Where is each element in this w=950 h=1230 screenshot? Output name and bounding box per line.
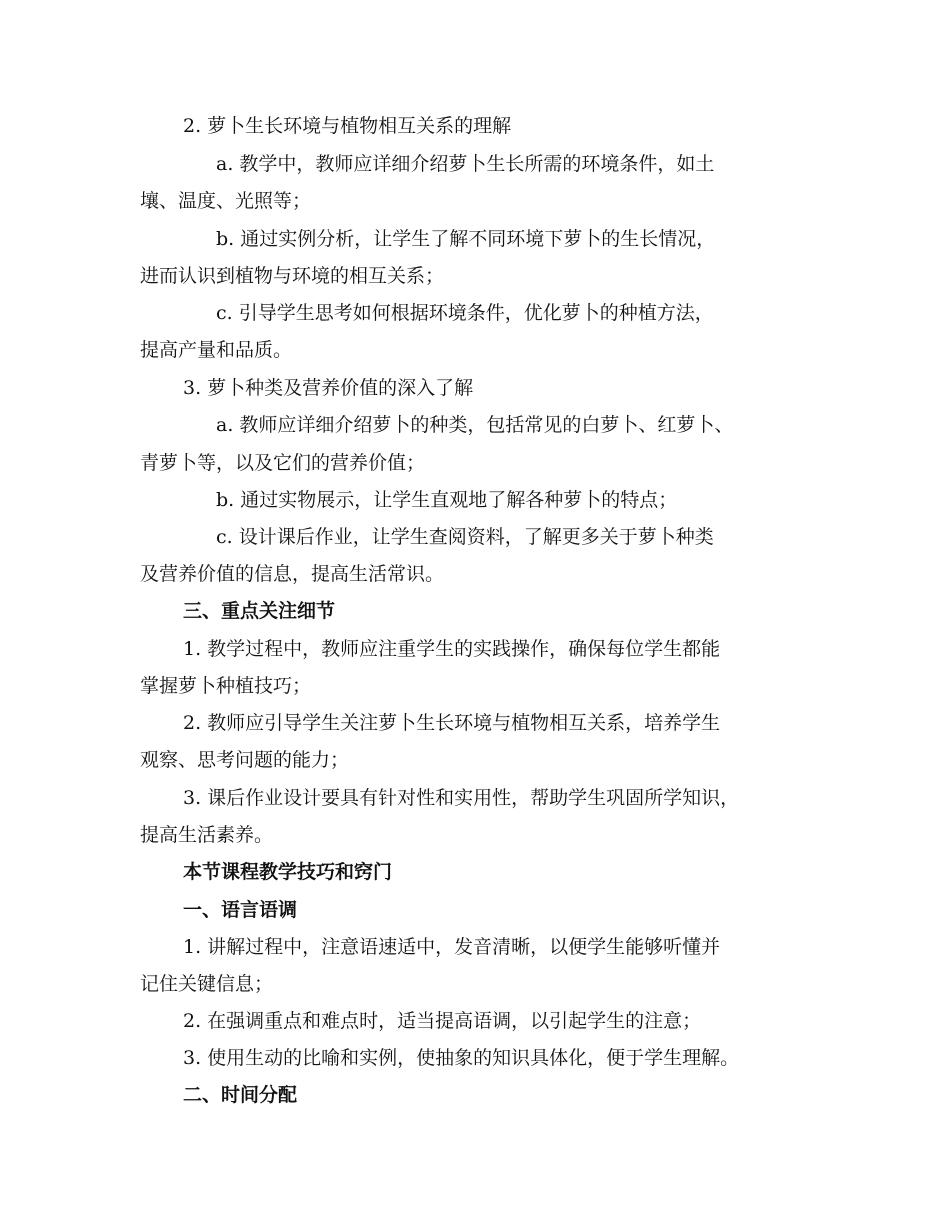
text-line: 3. 课后作业设计要具有针对性和实用性，帮助学生巩固所学知识， xyxy=(183,787,740,809)
text-line: 进而认识到植物与环境的相互关系； xyxy=(140,265,445,287)
text-line: 提高产量和品质。 xyxy=(140,339,293,361)
text-line: 3. 使用生动的比喻和实例，使抽象的知识具体化，便于学生理解。 xyxy=(183,1047,740,1069)
text-line: 2. 萝卜生长环境与植物相互关系的理解 xyxy=(183,115,512,137)
text-line: 2. 教师应引导学生关注萝卜生长环境与植物相互关系，培养学生 xyxy=(183,712,721,734)
text-line: a. 教师应详细介绍萝卜的种类，包括常见的白萝卜、红萝卜、 xyxy=(216,414,734,436)
text-line: a. 教学中，教师应详细介绍萝卜生长所需的环境条件，如土 xyxy=(216,153,715,175)
text-line: 观察、思考问题的能力； xyxy=(140,749,350,771)
text-line: 提高生活素养。 xyxy=(140,824,274,846)
text-line: 1. 教学过程中，教师应注重学生的实践操作，确保每位学生都能 xyxy=(183,638,721,660)
text-line: c. 引导学生思考如何根据环境条件，优化萝卜的种植方法， xyxy=(216,302,714,324)
text-line: 青萝卜等，以及它们的营养价值； xyxy=(140,452,426,474)
section-heading: 本节课程教学技巧和窍门 xyxy=(183,861,393,883)
text-line: b. 通过实例分析，让学生了解不同环境下萝卜的生长情况， xyxy=(216,228,716,250)
section-heading: 二、时间分配 xyxy=(183,1084,298,1106)
text-line: b. 通过实物展示，让学生直观地了解各种萝卜的特点； xyxy=(216,489,678,511)
text-line: 2. 在强调重点和难点时，适当提高语调，以引起学生的注意； xyxy=(183,1010,702,1032)
text-line: c. 设计课后作业，让学生查阅资料，了解更多关于萝卜种类 xyxy=(216,526,714,548)
text-line: 1. 讲解过程中，注意语速适中，发音清晰，以便学生能够听懂并 xyxy=(183,936,721,958)
text-line: 壤、温度、光照等； xyxy=(140,190,312,212)
text-line: 记住关键信息； xyxy=(140,973,274,995)
section-heading: 一、语言语调 xyxy=(183,899,298,921)
text-line: 3. 萝卜种类及营养价值的深入了解 xyxy=(183,377,474,399)
text-line: 掌握萝卜种植技巧； xyxy=(140,675,312,697)
section-heading: 三、重点关注细节 xyxy=(183,600,336,622)
text-line: 及营养价值的信息，提高生活常识。 xyxy=(140,563,445,585)
